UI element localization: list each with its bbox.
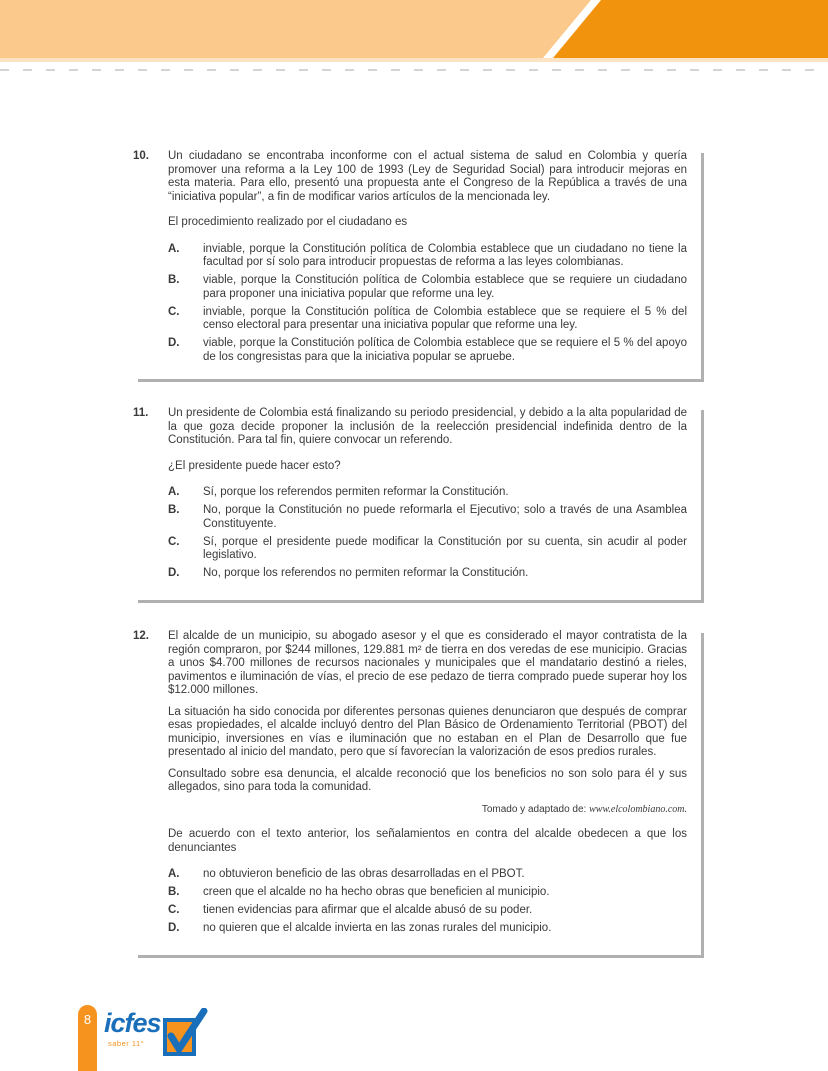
option-letter: A. <box>168 242 180 255</box>
answer-option-a <box>168 868 687 882</box>
question-number: 10. <box>133 150 149 162</box>
option-text: tienen evidencias para afirmar que el alcalde abusó de su poder. <box>203 904 533 916</box>
option-letter: D. <box>168 922 180 934</box>
answer-option-d <box>168 567 687 581</box>
question-number: 12. <box>133 630 149 642</box>
answer-option-b <box>168 504 687 531</box>
option-letter: A. <box>168 486 180 498</box>
answer-option-c <box>168 904 687 918</box>
source-attribution <box>168 803 687 817</box>
answer-option-a <box>168 243 687 270</box>
option-text: No, porque los referendos no permiten reformar la Constitución. <box>203 567 529 579</box>
checkmark-icon <box>162 1008 208 1058</box>
option-text: creen que el alcalde no ha hecho obras que beneficien al municipio. <box>203 886 550 898</box>
icfes-sub-label: saber 11° <box>108 1039 145 1048</box>
option-letter: B. <box>168 504 180 516</box>
answer-option-c <box>168 306 687 333</box>
option-letter: C. <box>168 535 180 548</box>
option-letter: C. <box>168 904 180 916</box>
page-number-pill <box>78 1005 97 1071</box>
question-10-block <box>133 148 701 379</box>
option-letter: B. <box>168 274 180 286</box>
option-text: Sí, porque el presidente puede modificar la Constitución por su cuenta, sin acudir al poder legislativo. <box>203 535 687 561</box>
option-text: Sí, porque los referendos permiten reformar la Constitución. <box>203 486 509 498</box>
options-list <box>168 868 687 936</box>
question-prompt: El procedimiento realizado por el ciudadano es <box>168 216 408 228</box>
option-text: no obtuvieron beneficio de las obras desarrolladas en el PBOT. <box>203 868 525 880</box>
options-list <box>168 243 687 365</box>
icfes-logo <box>104 1008 214 1060</box>
icfes-wordmark: icfes <box>104 1008 161 1038</box>
question-paragraph: La situación ha sido conocida por diferentes personas quienes denunciaron que después de comprar esas propiedades, el alcalde incluyó dentro del Plan Básico de Ordenamiento Territorial (PBOT) del municipio, inversiones en vías e iluminación que no estaban en el Plan de Desarrollo que fue presentado al inicio del mandato, pero que sí favorecían la valorización de esos predios rurales. <box>168 705 687 758</box>
question-paragraph: Un presidente de Colombia está finalizando su periodo presidencial, y debido a la alta popularidad de la que goza decide proponer la inclusión de la reelección presidencial indefinida dentro de la Constitución. Para tal fin, quiere convocar un referendo. <box>168 407 687 446</box>
dashed-separator <box>0 69 828 71</box>
option-letter: D. <box>168 337 180 349</box>
options-list <box>168 486 687 581</box>
answer-option-d <box>168 922 687 936</box>
page-header-band <box>0 0 828 58</box>
answer-option-b <box>168 274 687 301</box>
page-number: 8 <box>83 1012 92 1027</box>
question-prompt: ¿El presidente puede hacer esto? <box>168 459 341 472</box>
option-text: viable, porque la Constitución política de Colombia establece que se requiere un ciudadano para proponer una iniciativa popular que reforme una ley. <box>203 274 687 300</box>
question-12-block <box>133 628 701 955</box>
answer-option-b <box>168 886 687 900</box>
source-prefix: Tomado y adaptado de: <box>481 803 590 815</box>
question-paragraph: Consultado sobre esa denuncia, el alcalde reconoció que los beneficios no son solo para él y sus allegados, sino para toda la comunidad. <box>168 767 687 793</box>
source-url: www.elcolombiano.com. <box>589 803 687 815</box>
answer-option-c <box>168 536 687 563</box>
option-text: inviable, porque la Constitución política de Colombia establece que un ciudadano no tiene la facultad por sí solo para introducir propuestas de reforma a las leyes colombianas. <box>203 242 687 268</box>
option-text: inviable, porque la Constitución política de Colombia establece que se requiere el 5 % del censo electoral para presentar una iniciativa popular que reforme una ley. <box>203 305 687 331</box>
question-11-block <box>133 405 701 600</box>
option-letter: B. <box>168 886 180 898</box>
answer-option-a <box>168 486 687 500</box>
question-paragraph: El alcalde de un municipio, su abogado asesor y el que es considerado el mayor contratista de la región compraron, por $244 millones, 129.881 m² de tierra en dos veredas de ese municipio. Gracias a unos $4.700 millones de recursos nacionales y municipales que el mandatario destinó a rieles, pavimentos e iluminación de vías, el precio de ese pedazo de tierra comprado puede superar hoy los $12.000 millones. <box>168 630 687 696</box>
answer-option-d <box>168 337 687 364</box>
option-text: No, porque la Constitución no puede reformarla el Ejecutivo; solo a través de una Asamblea Constituyente. <box>203 504 687 530</box>
header-underline-strip <box>0 58 828 62</box>
option-letter: C. <box>168 305 180 318</box>
option-text: viable, porque la Constitución política de Colombia establece que se requiere el 5 % del apoyo de los congresistas para que la iniciativa popular se apruebe. <box>203 337 687 363</box>
question-number: 11. <box>133 407 149 419</box>
option-letter: A. <box>168 868 180 880</box>
option-letter: D. <box>168 567 180 579</box>
question-prompt: De acuerdo con el texto anterior, los señalamientos en contra del alcalde obedecen a que los denunciantes <box>168 828 687 854</box>
question-paragraph: Un ciudadano se encontraba inconforme con el actual sistema de salud en Colombia y quería promover una reforma a la Ley 100 de 1993 (Ley de Seguridad Social) para introducir mejoras en esta materia. Para ello, presentó una propuesta ante el Congreso de la República a través de una “iniciativa popular”, a fin de modificar varios artículos de la mencionada ley. <box>168 150 687 203</box>
option-text: no quieren que el alcalde invierta en las zonas rurales del municipio. <box>203 922 552 934</box>
